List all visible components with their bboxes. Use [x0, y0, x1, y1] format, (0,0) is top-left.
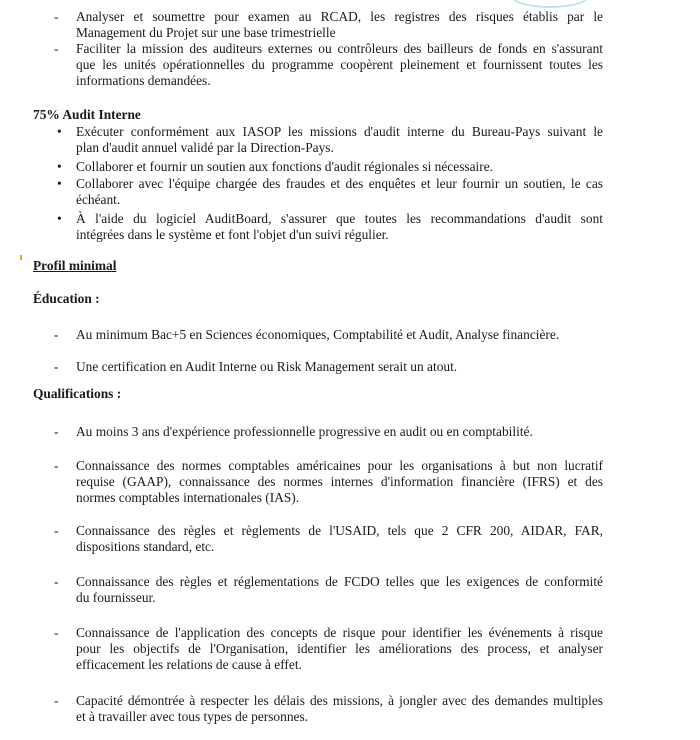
- section-heading-education: Éducation :: [33, 291, 100, 306]
- list-item-line: requise (GAAP), connaissance des normes internes d'information financière (IFRS) et des: [76, 474, 603, 489]
- list-item-line: informations demandées.: [76, 73, 211, 88]
- list-item: [76, 9, 603, 41]
- list-item: [76, 159, 603, 175]
- list-item-line: dispositions standard, etc.: [76, 539, 215, 554]
- list-item-line: que les unités opérationnelles du programme coopèrent pleinement et fournissent toutes les: [76, 57, 603, 72]
- list-item-line: Management du Projet sur une base trimestrielle: [76, 25, 336, 40]
- list-item: [76, 574, 603, 606]
- list-item-line: plan d'audit annuel validé par la Direction-Pays.: [76, 140, 334, 155]
- list-bullet: •: [57, 159, 62, 174]
- list-dash: -: [54, 41, 59, 56]
- list-item: [76, 41, 603, 89]
- list-item-line: Au minimum Bac+5 en Sciences économiques, Comptabilité et Audit, Analyse financière.: [76, 327, 560, 342]
- list-item-line: Capacité démontrée à respecter les délais des missions, à jongler avec des demandes multiples: [76, 693, 603, 708]
- list-dash: -: [54, 359, 59, 374]
- list-item-line: Une certification en Audit Interne ou Risk Management serait un atout.: [76, 359, 458, 374]
- list-dash: -: [54, 574, 59, 589]
- list-item-line: Connaissance de l'application des concepts de risque pour identifier les événements à risque: [76, 625, 603, 640]
- section-heading-profil: Profil minimal: [33, 258, 117, 273]
- list-dash: -: [54, 458, 59, 473]
- list-dash: -: [54, 424, 59, 439]
- list-item: [76, 124, 603, 156]
- list-item-line: Exécuter conformément aux IASOP les missions d'audit interne du Bureau-Pays suivant le: [76, 124, 603, 139]
- list-item-line: normes comptables internationales (IAS).: [76, 490, 300, 505]
- list-dash: -: [54, 327, 59, 342]
- margin-mark: [20, 255, 22, 260]
- list-bullet: •: [57, 176, 62, 191]
- list-item-line: intégrées dans le système et font l'objet d'un suivi régulier.: [76, 227, 389, 242]
- list-dash: -: [54, 693, 59, 708]
- list-item-line: Connaissance des règles et règlements de l'USAID, tels que 2 CFR 200, AIDAR, FAR,: [76, 523, 603, 538]
- list-item-line: du fournisseur.: [76, 590, 156, 605]
- list-item: [76, 625, 603, 673]
- list-item: [76, 176, 603, 208]
- section-heading-audit-interne: 75% Audit Interne: [33, 107, 141, 122]
- list-item-line: Faciliter la mission des auditeurs externes ou contrôleurs des bailleurs de fonds en s'assurant: [76, 41, 603, 56]
- list-bullet: •: [57, 211, 62, 226]
- list-item-line: et à travailler avec tous types de personnes.: [76, 709, 309, 724]
- list-item: [76, 359, 603, 375]
- list-item-line: Collaborer et fournir un soutien aux fonctions d'audit régionales si nécessaire.: [76, 159, 494, 174]
- section-heading-qualifications: Qualifications :: [33, 386, 122, 401]
- list-item: [76, 523, 603, 555]
- list-dash: -: [54, 523, 59, 538]
- list-item-line: échéant.: [76, 192, 121, 207]
- list-item: [76, 327, 603, 343]
- list-item: [76, 211, 603, 243]
- list-item-line: À l'aide du logiciel AuditBoard, s'assurer que toutes les recommandations d'audit sont: [76, 211, 603, 226]
- list-item-line: Connaissance des règles et réglementations de FCDO telles que les exigences de conformité: [76, 574, 603, 589]
- list-bullet: •: [57, 124, 62, 139]
- list-item-line: Collaborer avec l'équipe chargée des fraudes et des enquêtes et leur fournir un soutien, le cas: [76, 176, 603, 191]
- list-item-line: Analyser et soumettre pour examen au RCAD, les registres des risques établis par le: [76, 9, 603, 24]
- list-item-line: pour les objectifs de l'Organisation, identifier les améliorations des process, et analyser: [76, 641, 603, 656]
- list-dash: -: [54, 9, 59, 24]
- list-dash: -: [54, 625, 59, 640]
- list-item-line: Au moins 3 ans d'expérience professionnelle progressive en audit ou en comptabilité.: [76, 424, 533, 439]
- list-item: [76, 693, 603, 725]
- list-item: [76, 424, 603, 440]
- stamp-mark: [512, 0, 588, 8]
- list-item-line: efficacement les relations de cause à effet.: [76, 657, 302, 672]
- list-item: [76, 458, 603, 506]
- list-item-line: Connaissance des normes comptables américaines pour les organisations à but non lucratif: [76, 458, 603, 473]
